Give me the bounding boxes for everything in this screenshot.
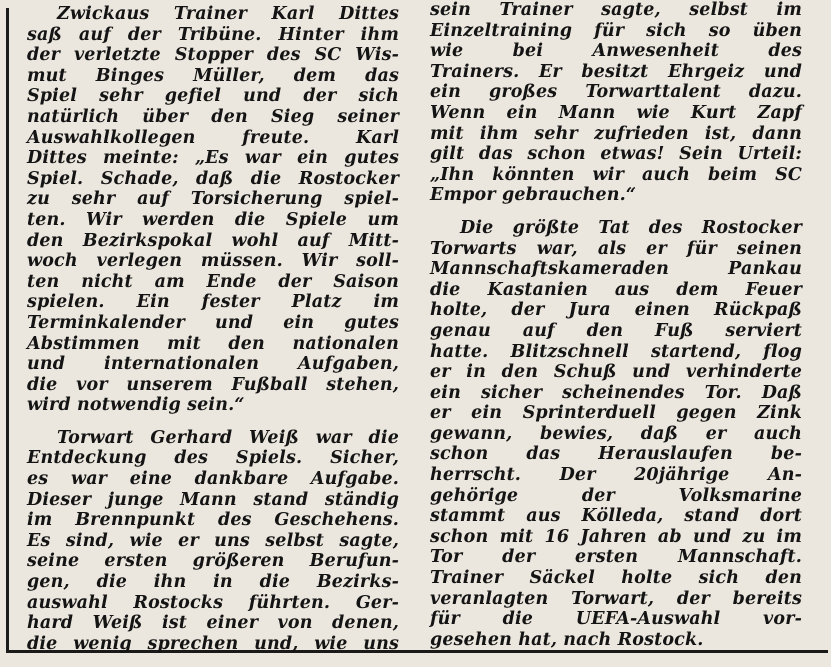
text-line: Auswahlkollegen freute. Karl xyxy=(27,127,399,148)
right-paragraph-1 xyxy=(430,0,802,206)
text-line: gewann, bewies, daß er auch xyxy=(430,423,802,444)
text-line: Spiel. Schade, daß die Rostocker xyxy=(27,168,399,189)
text-line: wird notwendig sein.“ xyxy=(27,395,245,416)
text-line: der verletzte Stopper des SC Wis- xyxy=(27,45,399,66)
text-line: im Brennpunkt des Geschehens. xyxy=(27,510,399,531)
text-line: Entdeckung des Spiels. Sicher, xyxy=(27,448,399,469)
text-line: gen, die ihn in die Bezirks- xyxy=(27,572,399,593)
text-line: die vor unserem Fußball stehen, xyxy=(27,374,399,395)
text-line: Dieser junge Mann stand ständig xyxy=(27,489,399,510)
text-line: Dittes meinte: „Es war ein gutes xyxy=(27,148,399,169)
text-line: stammt aus Kölleda, stand dort xyxy=(430,506,802,527)
text-line: Zwickaus Trainer Karl Dittes xyxy=(57,4,399,24)
text-line: Mannschaftskameraden Pankau xyxy=(430,259,802,280)
text-line: hard Weiß ist einer von denen, xyxy=(27,613,399,634)
text-line: natürlich über den Sieg seiner xyxy=(27,106,399,127)
text-line: ein sicher scheinendes Tor. Daß xyxy=(430,382,802,403)
text-line: Tor der ersten Mannschaft. xyxy=(430,547,802,568)
text-line: Es sind, wie er uns selbst sagte, xyxy=(27,530,399,551)
text-line: schon das Herauslaufen be- xyxy=(430,444,802,465)
left-paragraph-1 xyxy=(27,4,399,416)
text-line: Einzeltraining für sich so üben xyxy=(430,20,802,41)
text-line: Empor gebrauchen.“ xyxy=(430,185,637,206)
text-line: und internationalen Aufgaben, xyxy=(27,354,399,375)
left-column xyxy=(27,4,399,654)
text-line: mut Binges Müller, dem das xyxy=(27,65,399,86)
text-line: Wenn ein Mann wie Kurt Zapf xyxy=(430,102,802,123)
text-line: zu sehr auf Torsicherung spiel- xyxy=(27,189,399,210)
text-line: „Ihn könnten wir auch beim SC xyxy=(430,164,802,185)
text-line: Torwarts war, als er für seinen xyxy=(430,238,802,259)
text-line: es war eine dankbare Aufgabe. xyxy=(27,469,399,490)
text-line: seine ersten größeren Berufun- xyxy=(27,551,399,572)
text-line: gilt das schon etwas! Sein Urteil: xyxy=(430,144,802,165)
text-line: für die UEFA-Auswahl vor- xyxy=(430,609,802,630)
text-line: saß auf der Tribüne. Hinter ihm xyxy=(27,24,399,45)
text-line: herrscht. Der 20jährige An- xyxy=(430,465,802,486)
text-line: Torwart Gerhard Weiß war die xyxy=(57,427,399,448)
text-line: holte, der Jura einen Rückpaß xyxy=(430,300,802,321)
text-line: woch verlegen müssen. Wir soll- xyxy=(27,251,399,272)
text-line: schon mit 16 Jahren ab und zu im xyxy=(430,526,802,547)
text-line: ten. Wir werden die Spiele um xyxy=(27,209,399,230)
text-line: spielen. Ein fester Platz im xyxy=(27,292,399,313)
text-line: ten nicht am Ende der Saison xyxy=(27,271,399,292)
text-line: gesehen hat, nach Rostock. xyxy=(430,629,704,650)
paragraph-gap xyxy=(430,206,802,218)
right-column xyxy=(430,0,802,650)
text-line: gehörige der Volksmarine xyxy=(430,485,802,506)
text-line: ein großes Torwarttalent dazu. xyxy=(430,82,802,103)
text-line: die Kastanien aus dem Feuer xyxy=(430,279,802,300)
text-line: Trainer Säckel holte sich den xyxy=(430,568,802,589)
paragraph-gap xyxy=(27,416,399,428)
text-line: genau auf den Fuß serviert xyxy=(430,320,802,341)
text-line: veranlagten Torwart, der bereits xyxy=(430,588,802,609)
text-line: er in den Schuß und verhinderte xyxy=(430,362,802,383)
right-paragraph-2 xyxy=(430,218,802,650)
text-line: auswahl Rostocks führten. Ger- xyxy=(27,592,399,613)
text-line: Die größte Tat des Rostocker xyxy=(460,217,802,238)
text-line: den Bezirkspokal wohl auf Mitt- xyxy=(27,230,399,251)
left-paragraph-2 xyxy=(27,428,399,655)
text-line: Spiel sehr gefiel und der sich xyxy=(27,86,399,107)
text-line: er ein Sprinterduell gegen Zink xyxy=(430,403,802,424)
text-line: hatte. Blitzschnell startend, flog xyxy=(430,341,802,362)
text-line: sein Trainer sagte, selbst im xyxy=(430,0,802,20)
text-line: die wenig sprechen und, wie uns xyxy=(27,633,399,654)
text-line: mit ihm sehr zufrieden ist, dann xyxy=(430,123,802,144)
text-line: wie bei Anwesenheit des xyxy=(430,41,802,62)
text-line: Trainers. Er besitzt Ehrgeiz und xyxy=(430,61,802,82)
text-line: Terminkalender und ein gutes xyxy=(27,312,399,333)
text-line: Abstimmen mit den nationalen xyxy=(27,333,399,354)
left-border-rule xyxy=(6,8,9,650)
